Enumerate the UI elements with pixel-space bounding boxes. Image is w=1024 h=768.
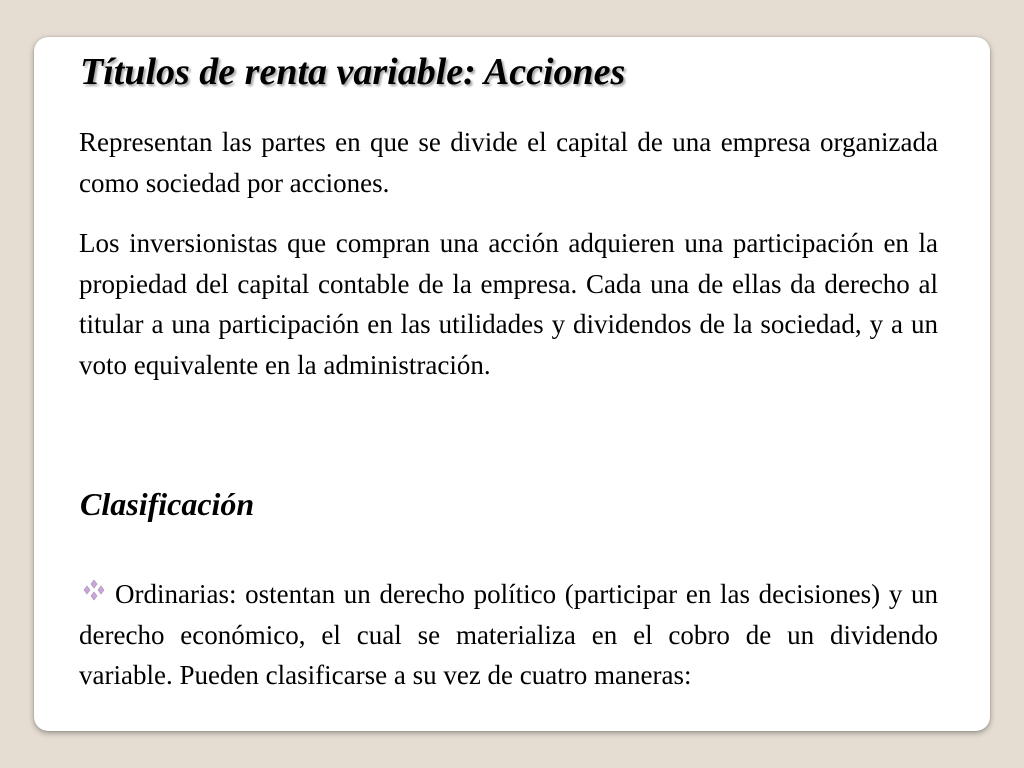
bullet-item-ordinarias [79, 574, 938, 696]
diamond-bullet-icon [79, 579, 109, 601]
slide-title: Títulos de renta variable: Acciones [80, 51, 626, 93]
section-subtitle: Clasificación [80, 486, 255, 522]
paragraph-investors: Los inversionistas que compran una acción adquieren una participación en la propiedad del capital contable de la empresa. Cada una de ellas da derecho al titular a una participación en las utilidades y dividendos de la sociedad, y a un voto equivalente en la administración. [79, 228, 938, 380]
bullet-text: Ordinarias: ostentan un derecho político (participar en las decisiones) y un derecho económico, el cual se materializa en el cobro de un dividendo variable. Pueden clasificarse a su vez de cuatro maneras: [79, 579, 938, 690]
paragraph-definition: Representan las partes en que se divide el capital de una empresa organizada como sociedad por acciones. [79, 127, 938, 198]
